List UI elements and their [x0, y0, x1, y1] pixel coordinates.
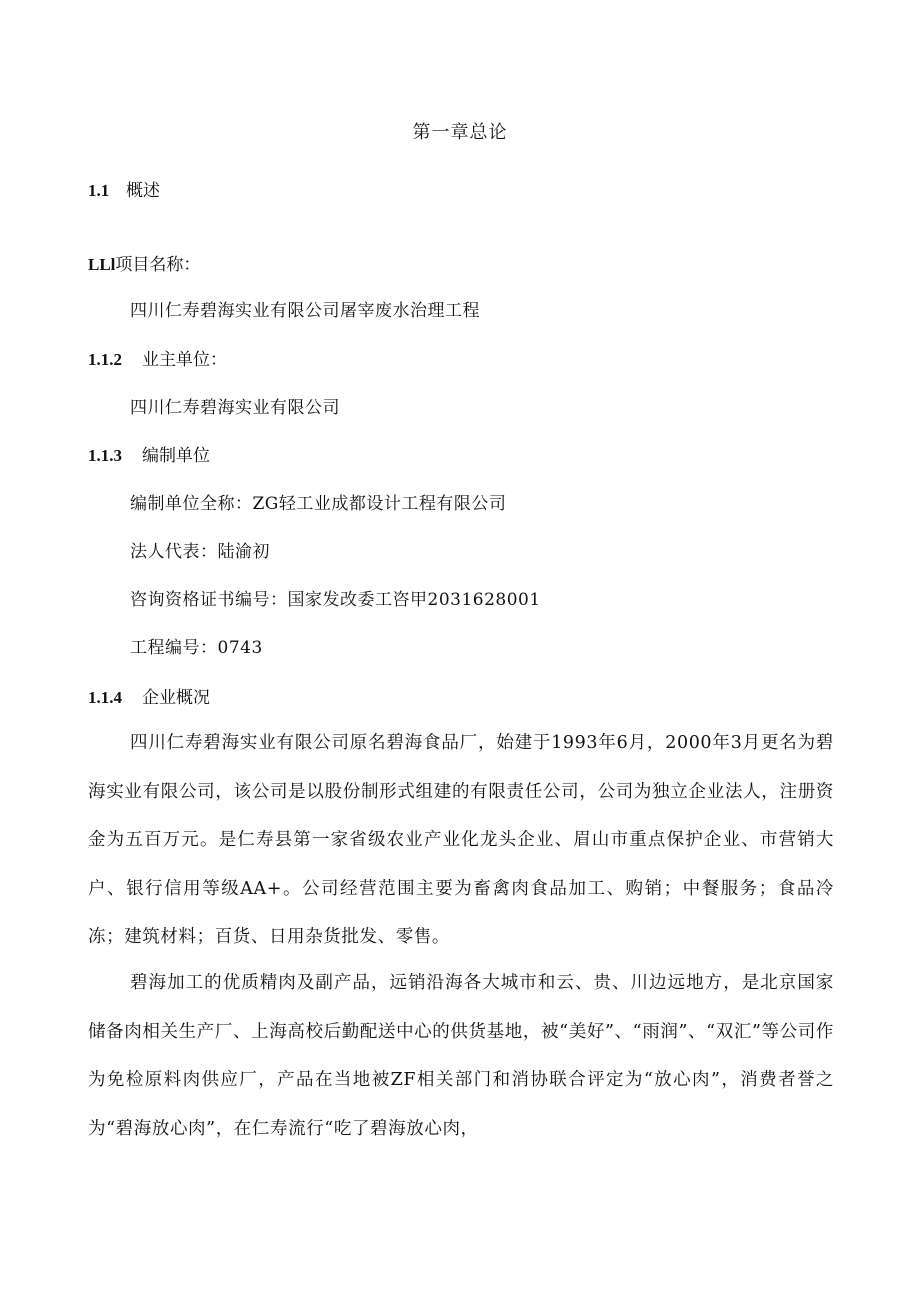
section-title: 概述: [126, 181, 160, 201]
section-number: 1.1: [88, 181, 110, 200]
section-title: 业主单位：: [142, 350, 227, 370]
section-heading-compiler: [88, 441, 210, 466]
chapter-title: 第一章总论: [412, 122, 508, 143]
section-heading-project-name: [88, 250, 200, 275]
compiler-full-name: 编制单位全称：ZG轻工业成都设计工程有限公司: [130, 494, 507, 514]
enterprise-paragraph-2: 碧海加工的优质精肉及副产品，远销沿海各大城市和云、贵、川边远地方，是北京国家储备肉相关生产厂、上海高校后勤配送中心的供货基地，被“美好”、“雨润”、“双汇”等公司作为免检原料肉供应厂，产品在当地被ZF相关部门和消协联合评定为“放心肉”，消费者誉之为“碧海放心肉”，在仁寿流行“吃了碧海放心肉，: [88, 973, 834, 1139]
section-title: 企业概况: [142, 688, 210, 708]
compiler-project-no: 工程编号：0743: [130, 638, 263, 658]
section-title: 项目名称：: [115, 255, 201, 275]
section-heading-owner: [88, 345, 227, 370]
project-name-value: 四川仁寿碧海实业有限公司屠宰废水治理工程: [130, 301, 480, 321]
section-number: 1.1.3: [88, 446, 122, 465]
compiler-certificate: 咨询资格证书编号：国家发改委工咨甲2031628001: [130, 590, 541, 610]
enterprise-paragraph-1: 四川仁寿碧海实业有限公司原名碧海食品厂，始建于1993年6月，2000年3月更名为碧海实业有限公司，该公司是以股份制形式组建的有限责任公司，公司为独立企业法人，注册资金为五百万元。是仁寿县第一家省级农业产业化龙头企业、眉山市重点保护企业、市营销大户、银行信用等级AA+。公司经营范围主要为畜禽肉食品加工、购销；中餐服务；食品冷冻；建筑材料；百货、日用杂货批发、零售。: [88, 733, 834, 947]
owner-value: 四川仁寿碧海实业有限公司: [130, 398, 340, 418]
section-number: LLl: [88, 255, 116, 274]
section-heading-enterprise: [88, 683, 210, 708]
section-title: 编制单位: [142, 446, 210, 466]
section-number: 1.1.2: [88, 350, 122, 369]
section-heading-overview: [88, 176, 160, 201]
compiler-legal-rep: 法人代表：陆渝初: [130, 542, 270, 562]
section-number: 1.1.4: [88, 688, 122, 707]
